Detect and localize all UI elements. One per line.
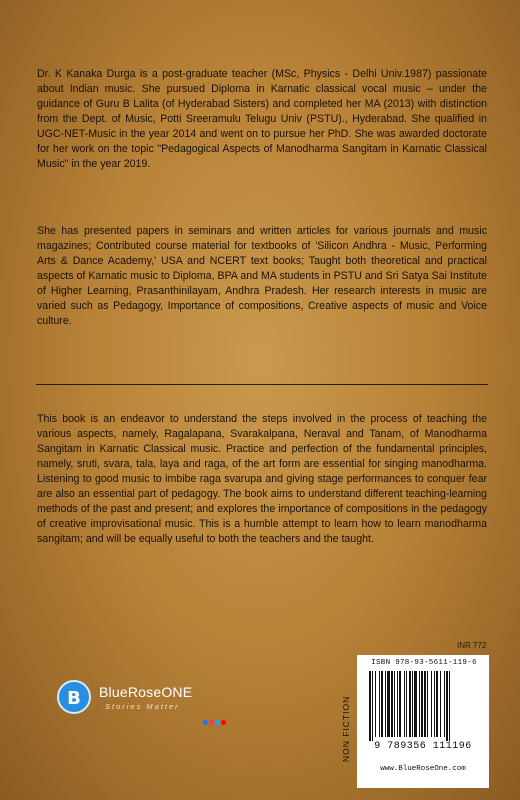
publisher-logo bbox=[57, 680, 227, 720]
publisher-website: www.BlueRoseOne.com bbox=[380, 765, 466, 773]
facebook-icon bbox=[203, 720, 208, 725]
isbn-digits: 9 789356 111196 bbox=[374, 741, 472, 752]
publisher-tagline: Stories Matter bbox=[105, 702, 180, 711]
barcode-panel bbox=[357, 655, 489, 788]
publisher-logo-icon bbox=[57, 680, 91, 714]
price-label: INR 772 bbox=[457, 641, 487, 650]
youtube-icon bbox=[221, 720, 226, 725]
publisher-name-part1: BlueRose bbox=[99, 684, 162, 700]
genre-label: NON FICTION bbox=[341, 695, 351, 763]
social-icons bbox=[203, 712, 227, 718]
book-description: This book is an endeavor to understand the steps involved in the process of teaching the various aspects, namely, Ragalapana, Svarakalpana, Neraval and Tanam, of Manodharma Sangitam in Karnatic Classical music. Practice and perfection of the fundamental principles, namely, sruti, svara, tala, laya and raga, of the art form are essential for singing manodharma. Listening to good music to imbibe raga svarupa and giving stage performances to conquer fear are also an essential part of pedagogy. The book aims to understand different teaching-learning methods of the past and present; and explores the importance of compositions in the pedagogy of creative improvisational music. This is a humble attempt to learn how to learn manodharma sangitam; and will be equally useful to both the teachers and the taught. bbox=[37, 413, 487, 545]
publisher-name-part2: ONE bbox=[161, 684, 193, 700]
author-bio-paragraph-2: She has presented papers in seminars and written articles for various journals and music magazines; Contributed course material for textbooks of 'Silicon Andhra - Music, Performing Arts & Dance Academy,' USA and NCERT text books; Taught both theoretical and practical aspects of Karnatic music to Diploma, BPA and MA students in PSTU and Sri Satya Sai Institute of Higher Learning, Prasanthinilayam, Andhra Pradesh. Her research interests in music are varied such as Pedagogy, Importance of compositions, Creative aspects of music and Voice culture. bbox=[37, 225, 487, 327]
publisher-name bbox=[99, 684, 192, 700]
barcode-image bbox=[369, 671, 477, 741]
author-bio-paragraph-1: Dr. K Kanaka Durga is a post-graduate teacher (MSc, Physics - Delhi Univ.1987) passionate about Indian music. She pursued Diploma in Karnatic classical vocal music – under the guidance of Guru B Lalita (of Hyderabad Sisters) and completed her MA (2013) with distinction from the Dept. of Music, Potti Sreeramulu Telugu Univ (PSTU)., Hyderabad. She qualified in UGC-NET-Music in the year 2014 and went on to pursue her PhD. She was awarded doctorate for her work on the topic "Pedagogical Aspects of Manodharma Sangitam in Karnatic Classical Music" in the year 2019. bbox=[37, 68, 487, 170]
section-divider bbox=[36, 384, 488, 385]
twitter-icon bbox=[215, 720, 220, 725]
logo-letter: B bbox=[67, 688, 81, 709]
isbn-label: ISBN 978-93-5611-119-6 bbox=[371, 659, 477, 667]
instagram-icon bbox=[209, 720, 214, 725]
